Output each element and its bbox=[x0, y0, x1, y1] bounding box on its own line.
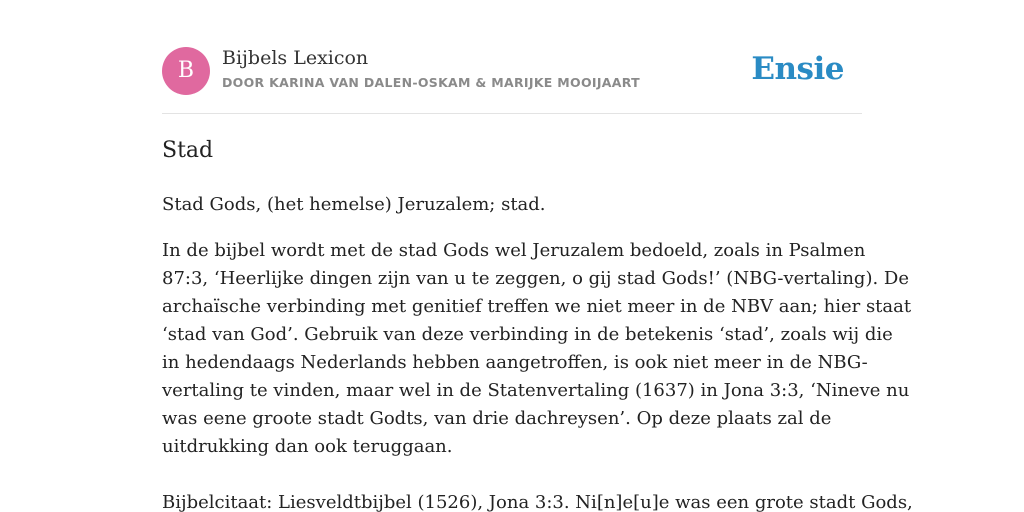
entry-body-line: archaïsche verbinding met genitief treffen we niet meer in de NBV aan; hier staat bbox=[162, 296, 912, 317]
entry-definition: Stad Gods, (het hemelse) Jeruzalem; stad. bbox=[162, 194, 546, 215]
ensie-logo-link[interactable]: Ensie bbox=[751, 51, 844, 87]
entry-body-line: ‘stad van God’. Gebruik van deze verbinding in de betekenis ‘stad’, zoals wij die bbox=[162, 324, 893, 345]
entry-body-line: uitdrukking dan ook teruggaan. bbox=[162, 436, 453, 457]
entry-body-line: 87:3, ‘Heerlijke dingen zijn van u te zeggen, o gij stad Gods!’ (NBG-vertaling). De bbox=[162, 268, 910, 289]
header-divider bbox=[162, 113, 862, 114]
lexicon-avatar[interactable]: B bbox=[162, 47, 210, 95]
entry-body-line: vertaling te vinden, maar wel in de Statenvertaling (1637) in Jona 3:3, ‘Nineve nu bbox=[162, 380, 910, 401]
lexicon-title-link[interactable]: Bijbels Lexicon bbox=[222, 47, 369, 69]
entry-body bbox=[162, 237, 912, 461]
entry-body-line: was eene groote stadt Godts, van drie dachreysen’. Op deze plaats zal de bbox=[162, 408, 832, 429]
lexicon-header bbox=[162, 47, 862, 95]
bible-citation: Bijbelcitaat: Liesveldtbijbel (1526), Jona 3:3. Ni[n]e[u]e was een grote stadt Gods, bbox=[162, 492, 913, 512]
entry-body-line: In de bijbel wordt met de stad Gods wel Jeruzalem bedoeld, zoals in Psalmen bbox=[162, 240, 866, 261]
lexicon-authors: DOOR KARINA VAN DALEN-OSKAM & MARIJKE MOOIJAART bbox=[222, 75, 640, 90]
entry-body-line: in hedendaags Nederlands hebben aangetroffen, is ook niet meer in de NBG- bbox=[162, 352, 868, 373]
entry-title: Stad bbox=[162, 138, 214, 163]
